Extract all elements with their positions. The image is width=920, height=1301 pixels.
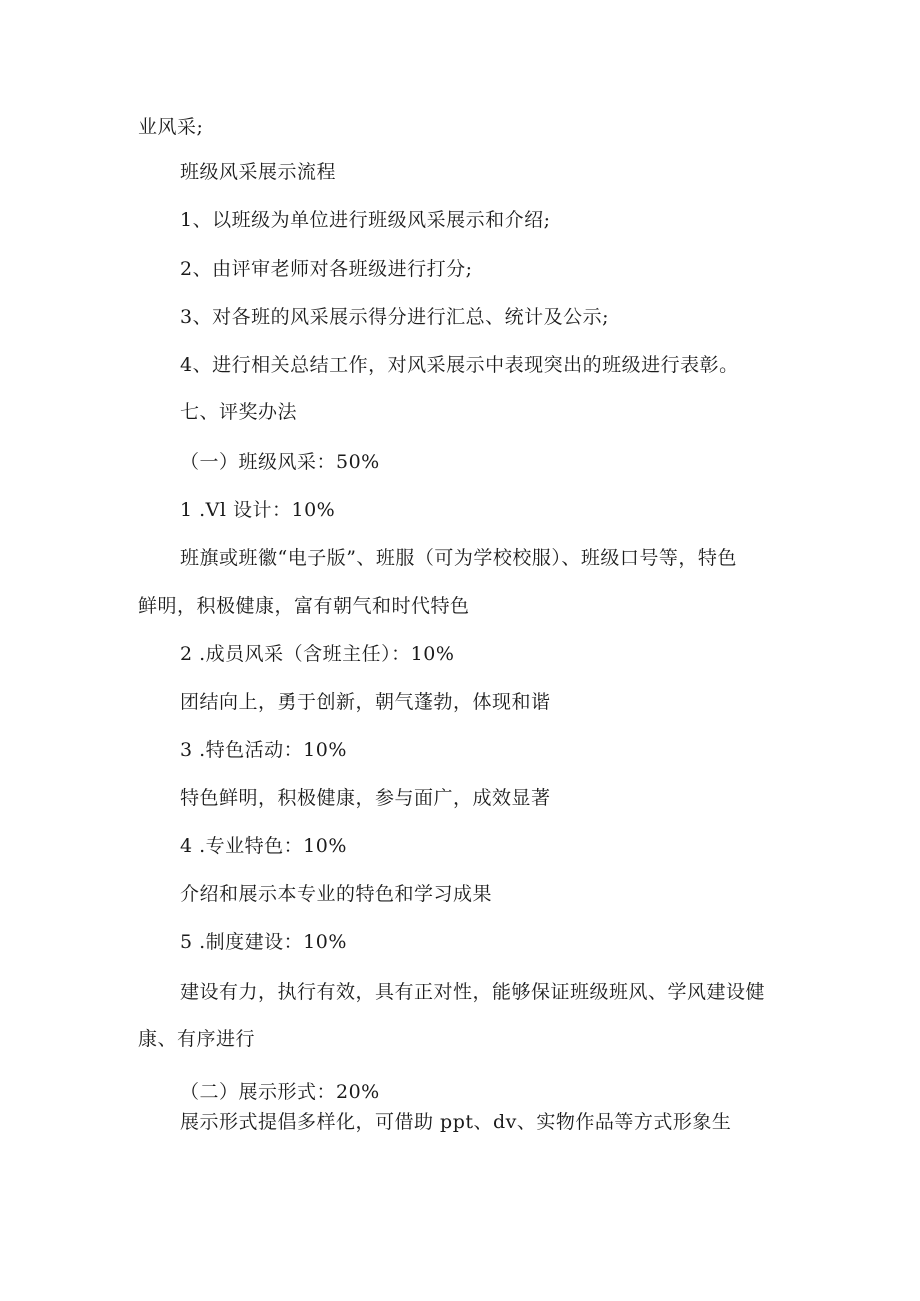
item-system-building: 5 .制度建设：10% (180, 931, 347, 953)
item-member-style-desc: 团结向上，勇于创新，朝气蓬勃，体现和谐 (180, 691, 551, 713)
process-step-1: 1、以班级为单位进行班级风采展示和介绍; (180, 209, 551, 231)
process-step-2: 2、由评审老师对各班级进行打分; (180, 258, 473, 280)
item-system-building-desc-cont: 康、有序进行 (138, 1028, 256, 1050)
item-feature-activity-desc: 特色鲜明，积极健康，参与面广，成效显著 (180, 787, 551, 809)
item-vi-design: 1 .Vl 设计：10% (180, 499, 336, 521)
item-vi-design-desc: 班旗或班徽“电子版”、班服（可为学校校服）、班级口号等，特色 (180, 547, 737, 569)
display-form-desc: 展示形式提倡多样化，可借助 ppt、dv、实物作品等方式形象生 (180, 1111, 732, 1133)
text-line-continuation: 业风采; (138, 116, 204, 138)
item-member-style: 2 .成员风采（含班主任）：10% (180, 643, 455, 665)
process-step-3: 3、对各班的风采展示得分进行汇总、统计及公示; (180, 306, 609, 328)
item-major-feature: 4 .专业特色：10% (180, 835, 347, 857)
item-system-building-desc: 建设有力，执行有效，具有正对性，能够保证班级班风、学风建设健 (180, 981, 766, 1003)
section-heading-process: 班级风采展示流程 (180, 161, 337, 183)
subsection-class-style: （一）班级风采：50% (180, 451, 380, 473)
process-step-4: 4、进行相关总结工作，对风采展示中表现突出的班级进行表彰。 (180, 354, 739, 376)
item-feature-activity: 3 .特色活动：10% (180, 739, 347, 761)
item-major-feature-desc: 介绍和展示本专业的特色和学习成果 (180, 883, 493, 905)
item-vi-design-desc-cont: 鲜明，积极健康，富有朝气和时代特色 (138, 595, 470, 617)
section-heading-award: 七、评奖办法 (180, 401, 298, 423)
subsection-display-form: （二）展示形式：20% (180, 1081, 380, 1103)
